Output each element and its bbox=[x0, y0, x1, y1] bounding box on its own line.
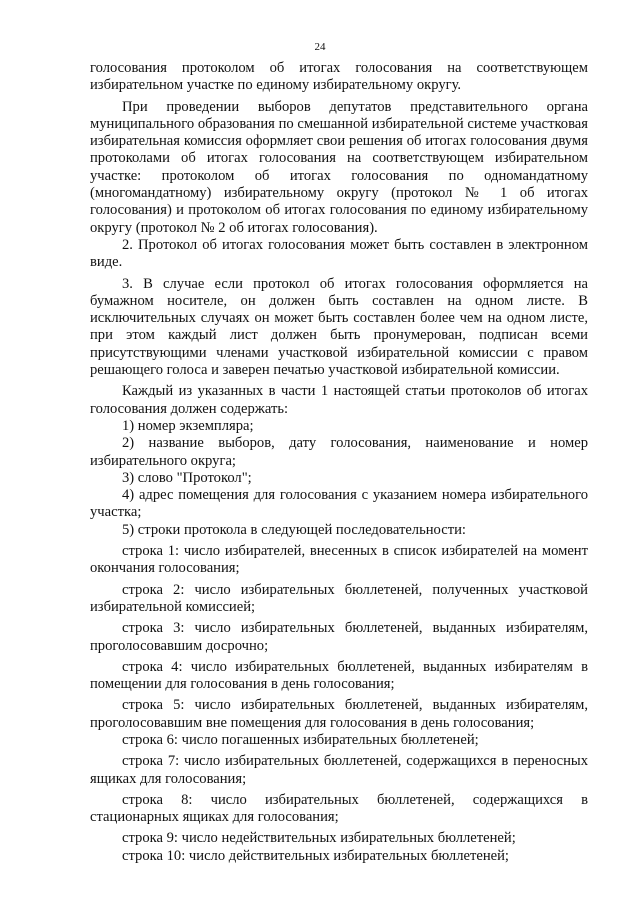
protocol-line: строка 7: число избирательных бюллетеней, содержащихся в переносных ящиках для голосования; bbox=[90, 753, 588, 787]
list-item: 1) номер экземпляра; bbox=[122, 417, 254, 434]
paragraph-item-3: 3. В случае если протокол об итогах голосования оформляется на бумажном носителе, он должен быть составлен на одном листе. В исключительных случаях он может быть составлен более чем на одном листе, при этом каждый лист должен быть пронумерован, подписан всеми присутствующими членами участковой избирательной комиссии с правом решающего голоса и заверен печатью участковой избирательной комиссии. bbox=[90, 275, 588, 379]
protocol-line: строка 4: число избирательных бюллетеней, выданных избирателям в помещении для голосования в день голосования; bbox=[90, 658, 588, 693]
list-item: 4) адрес помещения для голосования с указанием номера избирательного участка; bbox=[90, 487, 588, 521]
paragraph-item-2: 2. Протокол об итогах голосования может быть составлен в электронном виде. bbox=[90, 236, 588, 271]
protocol-line: строка 9: число недействительных избирательных бюллетеней; bbox=[122, 830, 516, 847]
protocol-line: строка 1: число избирателей, внесенных в список избирателей на момент окончания голосования; bbox=[90, 543, 588, 577]
protocol-line: строка 3: число избирательных бюллетеней, выданных избирателям, проголосовавшим досрочно; bbox=[90, 620, 588, 654]
list-item: 5) строки протокола в следующей последовательности: bbox=[122, 521, 466, 538]
list-item: 2) название выборов, дату голосования, наименование и номер избирательного округа; bbox=[90, 435, 588, 469]
protocol-line: строка 6: число погашенных избирательных бюллетеней; bbox=[122, 731, 479, 748]
list-item: 3) слово "Протокол"; bbox=[122, 469, 252, 486]
protocol-line: строка 2: число избирательных бюллетеней, полученных участковой избирательной комиссией; bbox=[90, 581, 588, 615]
document-body bbox=[90, 60, 588, 865]
protocol-line: строка 5: число избирательных бюллетеней, выданных избирателям, проголосовавшим вне помещения для голосования в день голосования; bbox=[90, 697, 588, 731]
protocol-line: строка 8: число избирательных бюллетеней, содержащихся в стационарных ящиках для голосования; bbox=[90, 791, 588, 826]
page-number: 24 bbox=[314, 41, 326, 53]
paragraph-protocol-contents: Каждый из указанных в части 1 настоящей статьи протоколов об итогах голосования должен содержать: bbox=[90, 383, 588, 417]
paragraph-continuation: голосования протоколом об итогах голосования на соответствующем избирательном участке по единому избирательному округу. bbox=[90, 60, 588, 94]
paragraph-mixed-system: При проведении выборов депутатов представительного органа муниципального образования по смешанной избирательной системе участковая избирательная комиссия оформляет свои решения об итогах голосования двумя протоколами об итогах голосования на соответствующем избирательном участке: протоколом об итогах голосования по одномандатному (многомандатному) избирательному округу (протокол № 1 об итогах голосования) и протоколом об итогах голосования по единому избирательному округу (протокол № 2 об итогах голосования). bbox=[90, 98, 588, 236]
protocol-line: строка 10: число действительных избирательных бюллетеней; bbox=[122, 847, 509, 864]
